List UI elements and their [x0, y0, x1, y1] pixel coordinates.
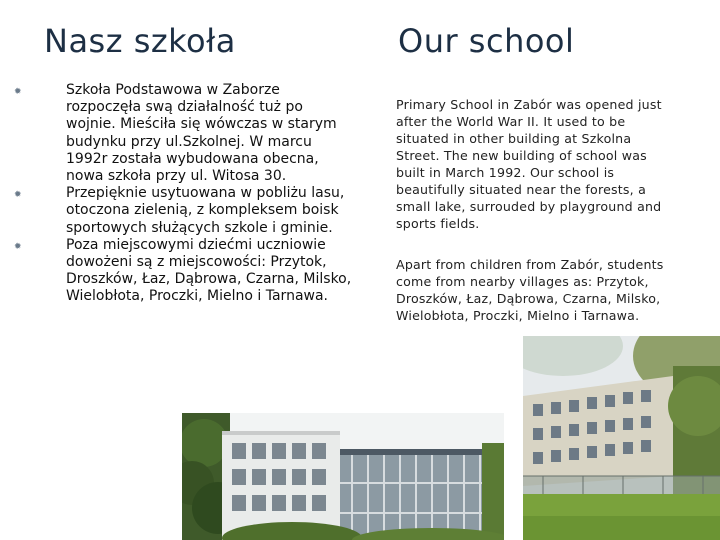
bullet-marker-icon: ✹: [14, 241, 22, 252]
bullet-marker-icon: ✹: [14, 190, 22, 201]
polish-bullet-list: [14, 82, 352, 306]
bullet-item: [14, 237, 352, 306]
bullet-item: [14, 82, 352, 185]
english-paragraph: Primary School in Zabór was opened just after the World War II. It used to be situated in other building at Szkolna Street. The new building of school was built in March 1992. Our school is beautifully situated near the forests, a small lake, surrouded by playground and sports fields.: [396, 97, 662, 231]
bullet-text: Szkoła Podstawowa w Zaborze rozpoczęła swą działalność tuż po wojnie. Mieściła się wówczas w starym budynku przy ul.Szkolnej. W marcu 1992r została wybudowana obecna, nowa szkoła przy ul. Witosa 30.: [66, 82, 337, 185]
school-building-photo: [182, 413, 504, 540]
english-paragraph: Apart from children from Zabór, students come from nearby villages as: Przytok, Droszków, Łaz, Dąbrowa, Czarna, Milsko, Wielobłota, Proczki, Mielno i Tarnawa.: [396, 257, 664, 323]
school-field-photo: [523, 336, 720, 540]
polish-title: Nasz szkoła: [44, 22, 236, 60]
bullet-text: Przepięknie usytuowana w pobliżu lasu, otoczona zielenią, z kompleksem boisk sportowych służących szkole i gminie.: [66, 185, 345, 236]
bullet-marker-icon: ✹: [14, 87, 22, 97]
english-title: Our school: [398, 22, 575, 60]
bullet-item: [14, 185, 352, 237]
bullet-text: Poza miejscowymi dziećmi uczniowie dowożeni są z miejscowości: Przytok, Droszków, Łaz, Dąbrowa, Czarna, Milsko, Wielobłota, Proczki, Mielno i Tarnawa.: [66, 236, 352, 305]
english-text: [396, 96, 666, 324]
